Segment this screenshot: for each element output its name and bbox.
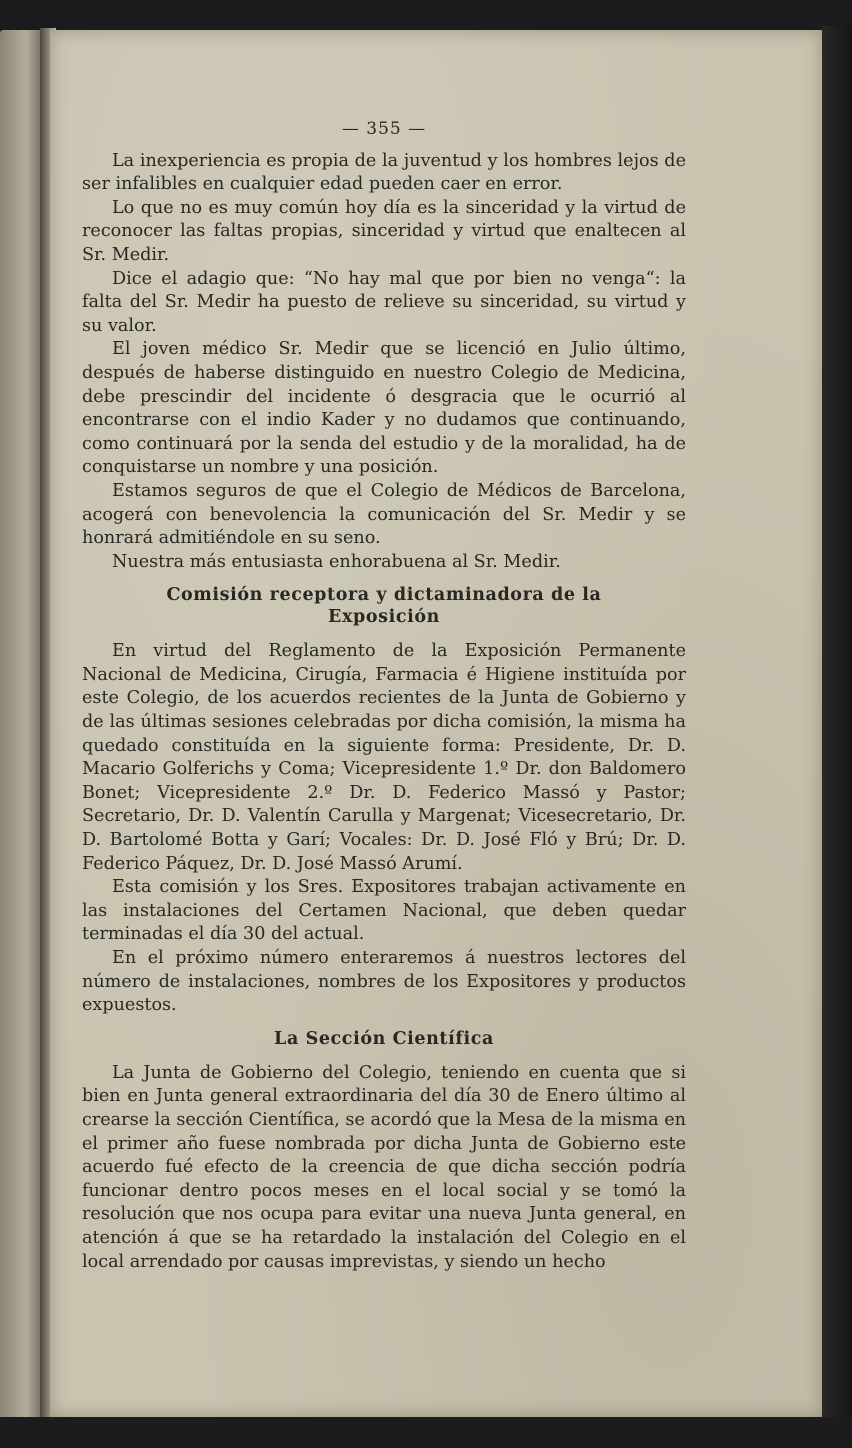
paragraph: Nuestra más entusiasta enhorabuena al Sr. Medir. (112, 551, 561, 572)
paragraph: El joven médico Sr. Medir que se licenció en Julio último, después de haberse distinguido en nuestro Colegio de Medicina, debe prescindir del incidente ó desgracia que le ocurrió al encontrarse con el indio Kader y no dudamos que continuando, como continuará por la senda del estudio y de la moralidad, ha de conquistarse un nombre y una posición. (82, 339, 686, 478)
section-heading-comision: Comisión receptora y dictaminadora de la Exposición (166, 585, 602, 628)
section-intro (82, 150, 686, 575)
scan-background-bottom (0, 1417, 852, 1448)
page-number: — 355 — (341, 119, 427, 139)
paragraph: En el próximo número enteraremos á nuestros lectores del número de instalaciones, nombres de los Expositores y productos expuestos. (82, 948, 686, 1016)
page-text (82, 118, 686, 1274)
paragraph: La Junta de Gobierno del Colegio, teniendo en cuenta que si bien en Junta general extraordinaria del día 30 de Enero último al crearse la sección Científica, se acordó que la Mesa de la misma en el primer año fuese nombrada por dicha Junta de Gobierno este acuerdo fué efecto de la creencia de que dicha sección podría funcionar dentro pocos meses en el local social y se tomó la resolución que nos ocupa para evitar una nueva Junta general, en atención á que se ha retardado la instalación del Colegio en el local arrendado por causas imprevistas, y siendo un hecho (82, 1062, 686, 1272)
paragraph: En virtud del Reglamento de la Exposición Permanente Nacional de Medicina, Cirugía, Farmacia é Higiene instituída por este Colegio, de los acuerdos recientes de la Junta de Gobierno y de las últimas sesiones celebradas por dicha comisión, la misma ha quedado constituída en la siguiente forma: Presidente, Dr. D. Macario Golferichs y Coma; Vicepresidente 1.º Dr. don Baldomero Bonet; Vicepresidente 2.º Dr. D. Federico Massó y Pastor; Secretario, Dr. D. Valentín Carulla y Margenat; Vicesecretario, Dr. D. Bartolomé Botta y Garí; Vocales: Dr. D. José Fló y Brú; Dr. D. Federico Páquez, Dr. D. José Massó Arumí. (82, 641, 686, 874)
paragraph: Estamos seguros de que el Colegio de Médicos de Barcelona, acogerá con benevolencia la comunicación del Sr. Medir y se honrará admitiéndole en su seno. (82, 480, 686, 549)
section-comision (82, 640, 686, 1018)
paragraph: Dice el adagio que: “No hay mal que por bien no venga“: la falta del Sr. Medir ha puesto de relieve su sinceridad, su virtud y su valor. (82, 268, 686, 336)
paragraph: Esta comisión y los Sres. Expositores trabajan activamente en las instalaciones del Certamen Nacional, que deben quedar terminadas el día 30 del actual. (82, 877, 686, 945)
section-seccion-cientifica (82, 1062, 686, 1274)
scan-background-right (822, 26, 852, 1421)
paragraph: La inexperiencia es propia de la juventud y los hombres lejos de ser infalibles en cualquier edad pueden caer en error. (82, 150, 686, 195)
paragraph: Lo que no es muy común hoy día es la sinceridad y la virtud de reconocer las faltas propias, sinceridad y virtud que enaltecen al Sr. Medir. (82, 197, 686, 265)
section-heading-seccion-cientifica: La Sección Científica (274, 1028, 494, 1049)
